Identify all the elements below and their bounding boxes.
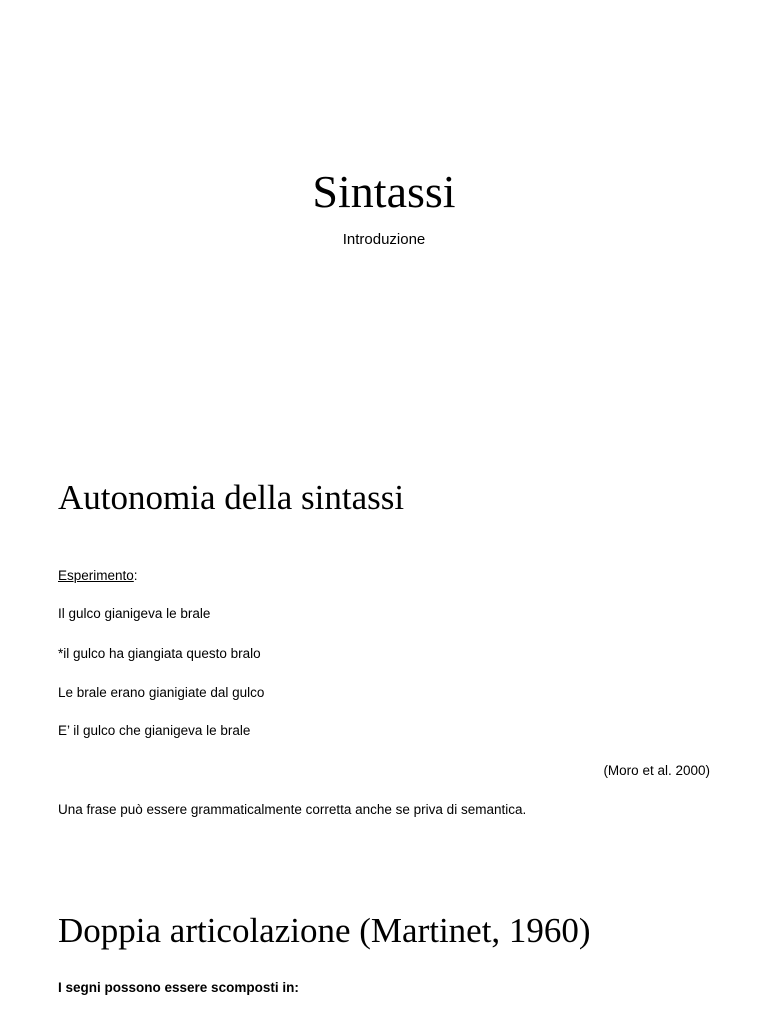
conclusion-paragraph: Una frase può essere grammaticalmente corretta anche se priva di semantica. (58, 802, 527, 817)
example-sentence-3: Le brale erano gianigiate dal gulco (58, 685, 265, 700)
citation: (Moro et al. 2000) (603, 763, 710, 778)
section-heading-autonomia: Autonomia della sintassi (58, 478, 405, 517)
document-subtitle: Introduzione (342, 231, 426, 248)
example-sentence-2: *il gulco ha giangiata questo bralo (58, 646, 261, 661)
experiment-label-line (58, 567, 138, 585)
document-title: Sintassi (312, 166, 456, 217)
example-sentence-4: E’ il gulco che gianigeva le brale (58, 723, 251, 738)
experiment-colon: : (133, 568, 138, 583)
experiment-label: Esperimento (58, 568, 134, 583)
example-sentence-1: Il gulco gianigeva le brale (58, 606, 211, 621)
section-heading-doppia-articolazione: Doppia articolazione (Martinet, 1960) (58, 911, 591, 950)
section2-intro: I segni possono essere scomposti in: (58, 980, 299, 995)
